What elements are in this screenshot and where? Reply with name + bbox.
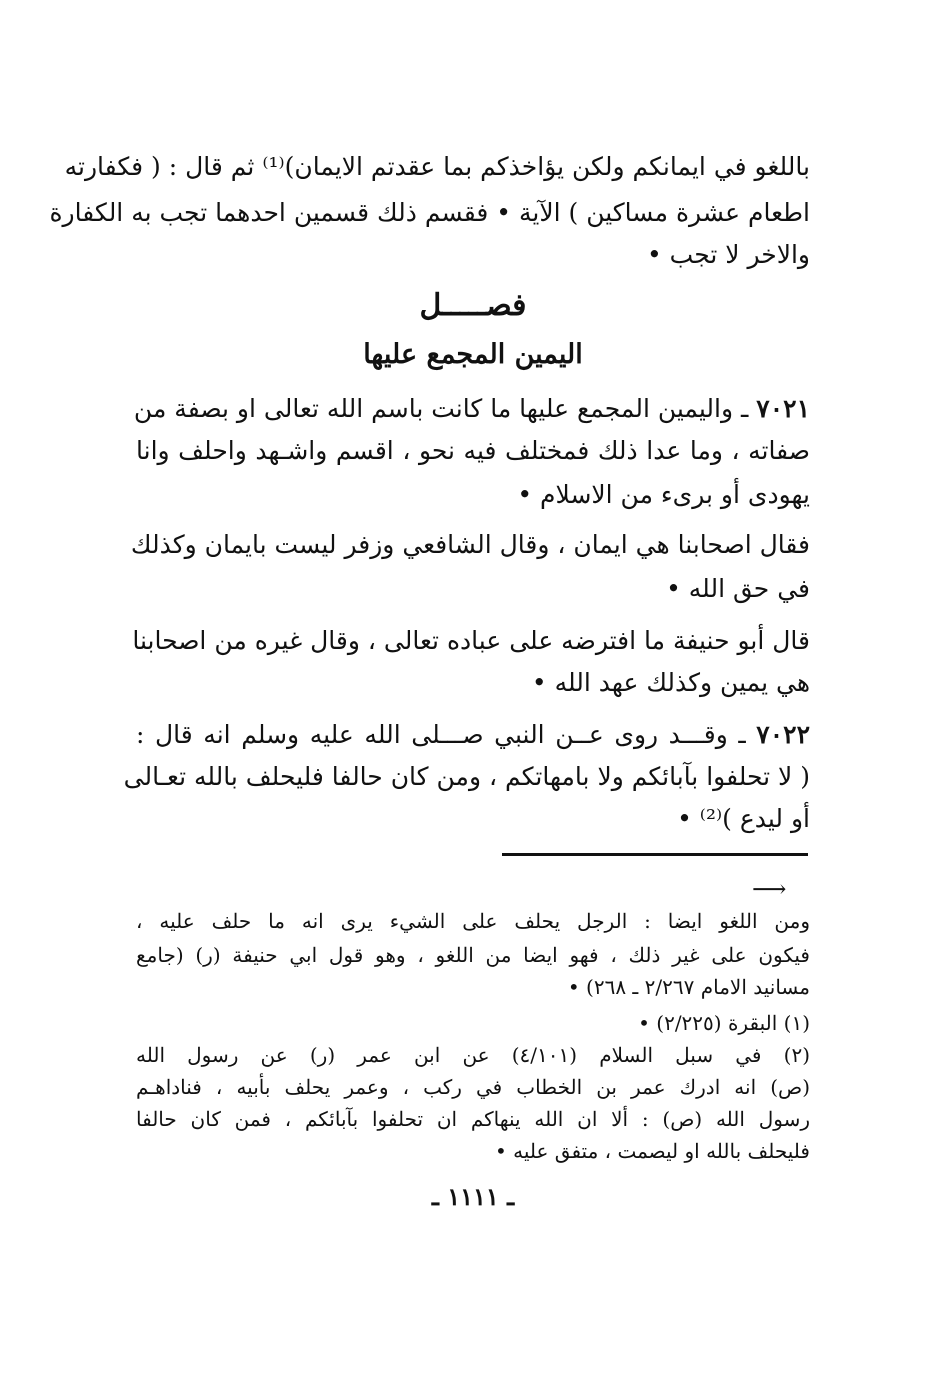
para-ashab-line-1: فقال اصحابنا هي ايمان ، وقال الشافعي وزفر ليست بايمان وكذلك	[130, 530, 810, 559]
footnote-separator	[502, 853, 808, 856]
intro-line-3: والاخر لا تجب •	[646, 240, 810, 269]
footnote-1: (١) البقرة (٢/٢٢٥) •	[638, 1011, 810, 1035]
para-7022-line-2: ( لا تحلفوا بآبائكم ولا بامهاتكم ، ومن كان حالفا فليحلف بالله تعـالى	[123, 762, 810, 791]
footnote-2-line-2: (ص) انه ادرك عمر بن الخطاب في ركب ، وعمر يحلف بأبيه ، فناداهـم	[136, 1075, 810, 1099]
footnote-continued-line-3: مسانيد الامام ٢/٢٦٧ ـ ٢٦٨) •	[567, 975, 810, 999]
section-subheading: اليمين المجمع عليها	[363, 339, 583, 370]
footnote-continued-line-1: ومن اللغو ايضا : الرجل يحلف على الشيء يرى انه ما حلف عليه ،	[136, 909, 810, 933]
para-abu-hanifa-line-2: هي يمين وكذلك عهد الله •	[531, 668, 810, 697]
para-7022-line-1	[136, 718, 810, 752]
para-7021-line-1-text: ـ واليمين المجمع عليها ما كانت باسم الله تعالى او بصفة من	[133, 394, 749, 423]
section-heading: فصـــــل	[419, 288, 527, 323]
para-7021-line-3: يهودى أو برىء من الاسلام •	[517, 480, 810, 509]
intro-line-1: باللغو في ايمانكم ولكن يؤاخذكم بما عقدتم الايمان)⁽¹⁾ ثم قال : ( فكفارته	[64, 152, 810, 181]
intro-line-2: اطعام عشرة مساكين ) الآية • فقسم ذلك قسمين احدهما تجب به الكفارة	[49, 198, 810, 227]
footnote-2-line-4: فليحلف بالله او ليصمت ، متفق عليه •	[494, 1139, 810, 1163]
para-7022-line-3: أو ليدع )⁽²⁾ •	[677, 804, 810, 833]
para-7021-line-1	[133, 392, 810, 426]
continuation-arrow-icon: ⟶	[752, 875, 787, 903]
para-7022-line-1-text: ـ وقـــد روى عــن النبي صـــلى الله عليه وسلم انه قال :	[136, 720, 746, 749]
footnote-2-line-1: (٢) في سبل السلام (٤/١٠١) عن ابن عمر (ر) عن رسول الله	[136, 1043, 810, 1067]
para-abu-hanifa-line-1: قال أبو حنيفة ما افترضه على عباده تعالى ، وقال غيره من اصحابنا	[132, 626, 810, 655]
para-7021-line-2: صفاته ، وما عدا ذلك فمختلف فيه نحو ، اقسم واشـهد واحلف وانا	[136, 436, 810, 465]
para-7022-number: ٧٠٢٢	[756, 720, 811, 749]
footnote-continued-line-2: فيكون على غير ذلك ، فهو ايضا من اللغو ، وهو قول ابي حنيفة (ر) (جامع	[136, 943, 810, 967]
page-number: ـ ١١١١ ـ	[431, 1182, 515, 1211]
para-7021-number: ٧٠٢١	[756, 394, 810, 423]
para-ashab-line-2: في حق الله •	[666, 574, 810, 603]
footnote-2-line-3: رسول الله (ص) : ألا ان الله ينهاكم ان تحلفوا بآبائكم ، فمن كان حالفا	[136, 1107, 810, 1131]
